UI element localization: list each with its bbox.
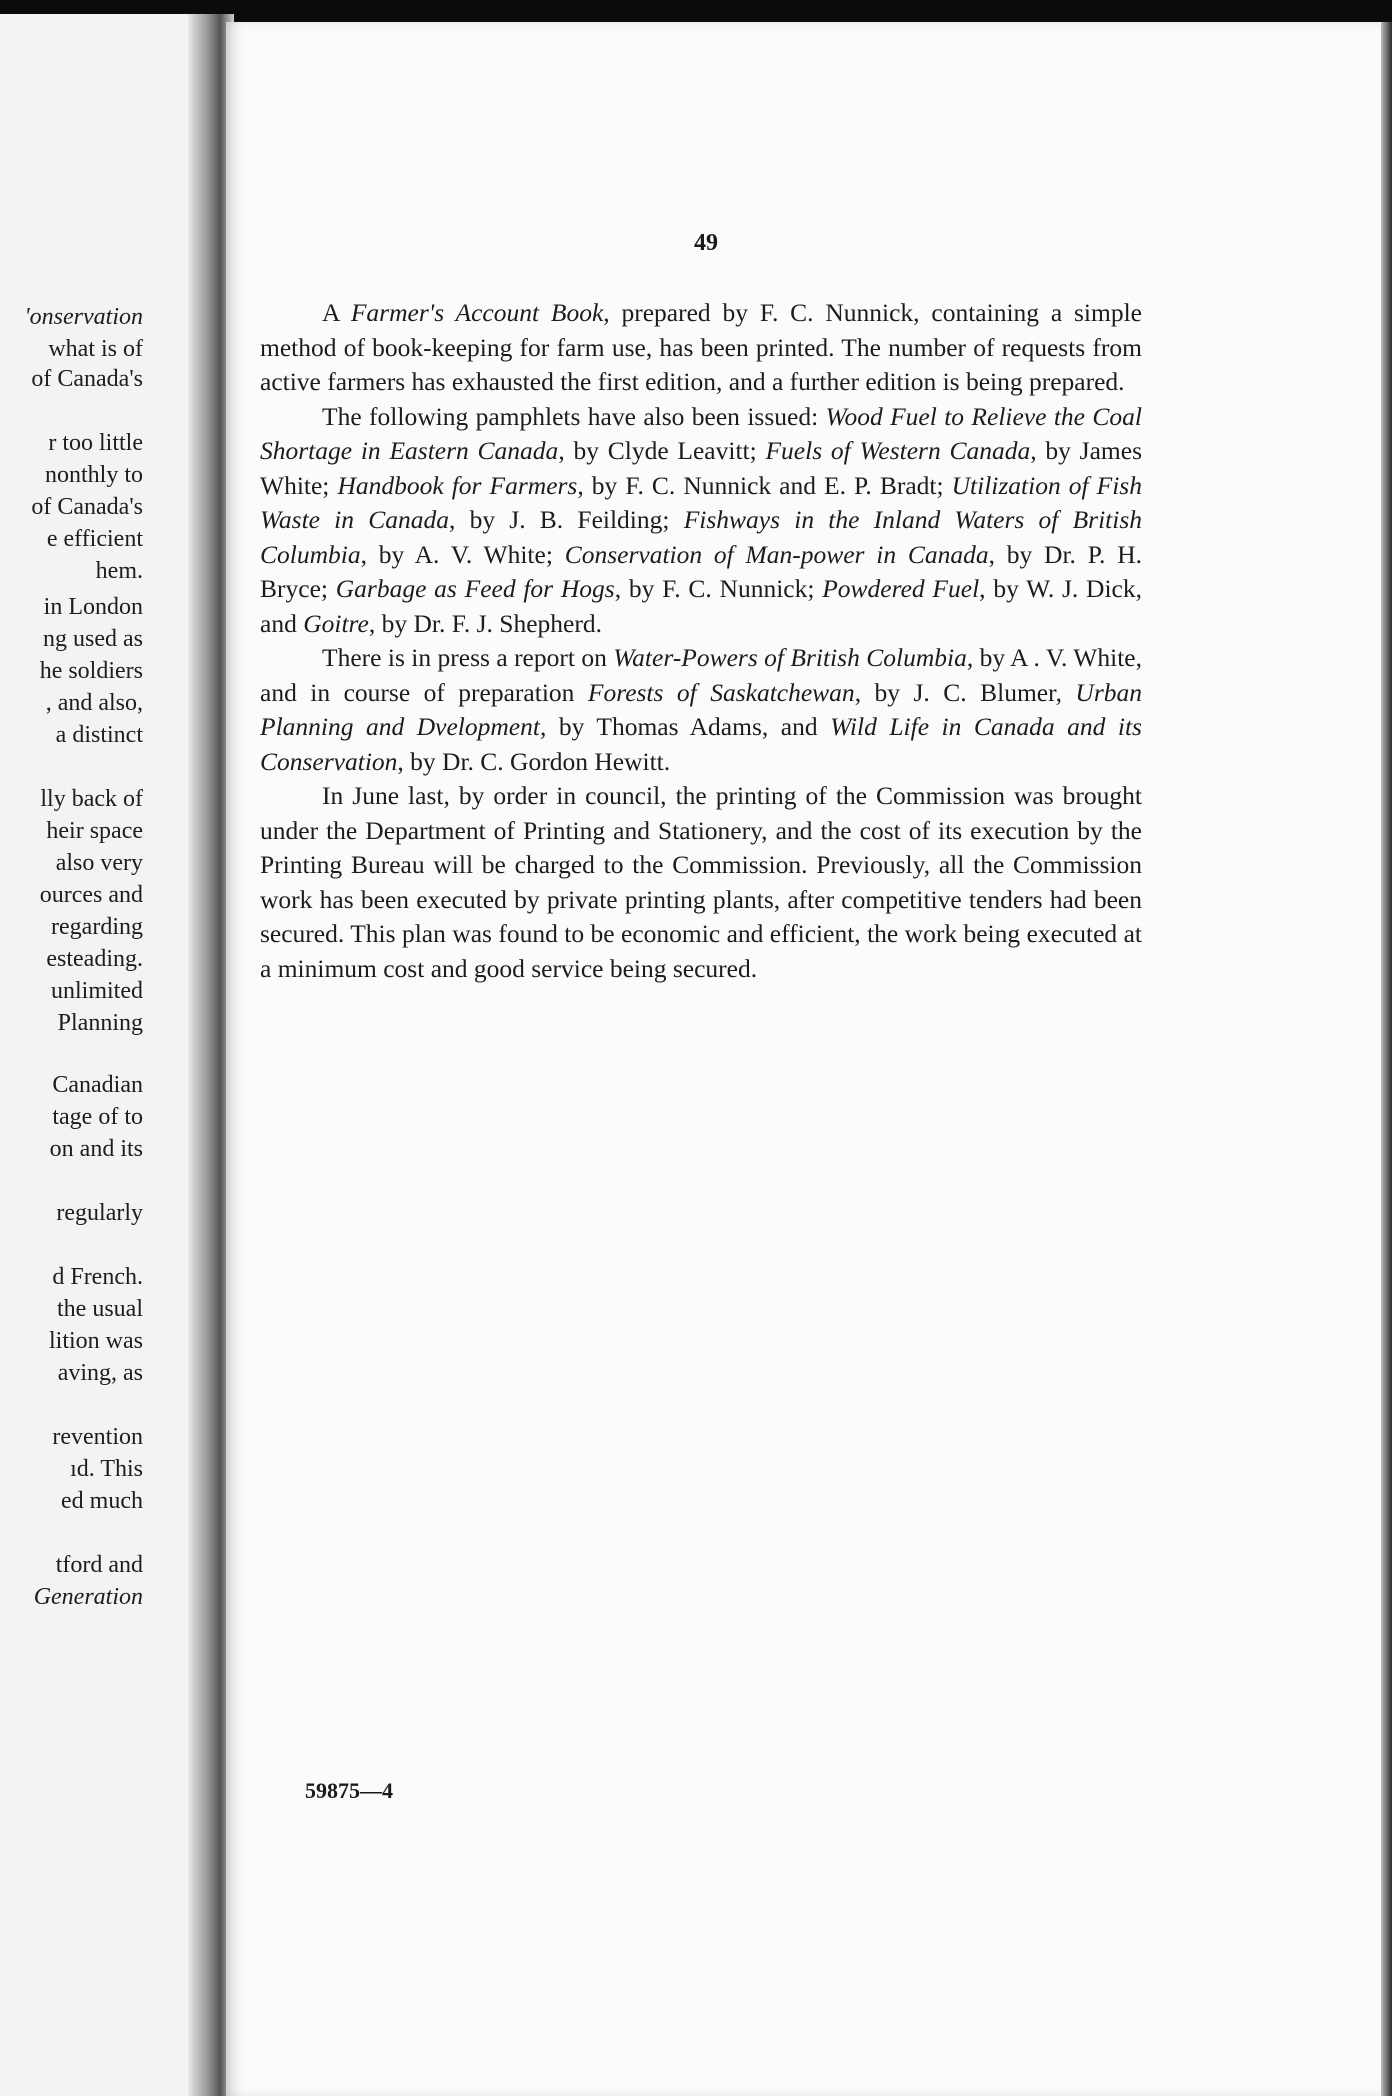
italic-title-run: Goitre bbox=[303, 608, 369, 638]
text-run: , by Dr. F. J. Shepherd. bbox=[368, 608, 602, 638]
text-run: , by F. C. Nunnick and E. P. Bradt; bbox=[577, 470, 952, 500]
footer-print-code: 59875—4 bbox=[305, 1778, 393, 1803]
left-page-line: a distinct bbox=[55, 722, 143, 748]
text-run: There is in press a report on bbox=[322, 643, 614, 672]
text-run: A bbox=[322, 298, 351, 327]
italic-title-run: Forests of Saskatchewan bbox=[587, 677, 855, 707]
left-page-line: of Canada's bbox=[31, 366, 143, 392]
left-page-line: also very bbox=[55, 850, 143, 876]
text-run: , by J. C. Blumer, bbox=[854, 677, 1076, 707]
left-page-line: d French. bbox=[52, 1264, 143, 1290]
left-page-line: e efficient bbox=[46, 526, 143, 552]
body-paragraph bbox=[260, 641, 1142, 779]
body-paragraph bbox=[260, 779, 1142, 986]
left-page-line: Planning bbox=[57, 1010, 143, 1036]
left-page-line: he soldiers bbox=[39, 658, 143, 684]
left-page-line: aving, as bbox=[57, 1360, 143, 1386]
page-body-text bbox=[260, 296, 1142, 986]
text-run: , by Dr. P. H. Bryce; bbox=[260, 539, 1142, 603]
left-page-line: esteading. bbox=[46, 946, 143, 972]
left-page-line: Canadian bbox=[52, 1072, 143, 1098]
text-run: , by A. V. White; bbox=[360, 539, 565, 569]
text-run: , by W. J. Dick, and bbox=[260, 574, 1142, 638]
left-page-line: , and also, bbox=[45, 690, 143, 716]
left-page-line: regularly bbox=[56, 1200, 143, 1226]
left-page-line: in London bbox=[43, 594, 143, 620]
left-page bbox=[0, 14, 205, 2096]
text-run: , by James White; bbox=[260, 436, 1142, 500]
left-page-line: unlimited bbox=[51, 978, 143, 1004]
italic-title-run: Garbage as Feed for Hogs bbox=[335, 574, 615, 603]
text-run: , prepared by F. C. Nunnick, containing a simple method of book-keeping for farm use, has been printed. The number of requests from active farmers has exhausted the first edition, and a further edition is being prepared. bbox=[260, 298, 1142, 396]
text-run: In June last, by order in council, the printing of the Commission was brought under the Department of Printing and Stationery, and the cost of its execution by the Printing Bureau will be charged to the Commission. Previously, all the Commission work has been executed by private printing plants, after competitive tenders had been secured. This plan was found to be economic and efficient, the work being executed at a minimum cost and good service being secured. bbox=[260, 781, 1142, 983]
left-page-line: heir space bbox=[46, 818, 143, 844]
left-page-line: 'onservation bbox=[24, 304, 143, 330]
left-page-line: ng used as bbox=[43, 626, 143, 652]
text-run: , by F. C. Nunnick; bbox=[614, 574, 823, 603]
left-page-line: on and its bbox=[49, 1136, 143, 1162]
text-run: , by Clyde Leavitt; bbox=[558, 436, 766, 465]
left-page-line: Generation bbox=[33, 1584, 143, 1610]
left-page-line: ources and bbox=[39, 882, 143, 908]
italic-title-run: Urban Planning and Dvelopment bbox=[260, 677, 1143, 741]
italic-title-run: Wood Fuel to Relieve the Coal Shortage in Eastern Canada bbox=[260, 401, 1142, 465]
text-run: , by J. B. Feilding; bbox=[449, 505, 684, 534]
left-page-line: lly back of bbox=[40, 786, 143, 812]
text-run: The following pamphlets have also been issued: bbox=[322, 401, 826, 431]
body-paragraph bbox=[260, 296, 1142, 400]
italic-title-run: Powdered Fuel bbox=[822, 574, 980, 603]
italic-title-run: Farmer's Account Book bbox=[350, 298, 604, 327]
text-run: , by A . V. White, and in course of preparation bbox=[260, 643, 1142, 707]
text-run: , by Dr. C. Gordon Hewitt. bbox=[397, 746, 671, 776]
page-edge-shadow bbox=[1381, 22, 1392, 2096]
italic-title-run: Fuels of Western Canada bbox=[765, 436, 1031, 465]
left-page-line: nonthly to bbox=[44, 462, 143, 488]
left-page-line: revention bbox=[52, 1424, 143, 1450]
italic-title-run: Utilization of Fish Waste in Canada bbox=[260, 470, 1142, 534]
left-page-line: regarding bbox=[51, 914, 143, 940]
italic-title-run: Wild Life in Canada and its Conservation bbox=[260, 712, 1142, 776]
left-page-line: ıd. This bbox=[70, 1456, 143, 1482]
left-page-line: tage of to bbox=[52, 1104, 143, 1130]
left-page-line: of Canada's bbox=[31, 494, 143, 520]
left-page-line: r too little bbox=[48, 430, 143, 456]
italic-title-run: Conservation of Man-power in Canada bbox=[564, 539, 989, 569]
italic-title-run: Water-Powers of British Columbia bbox=[613, 643, 967, 672]
left-page-line: what is of bbox=[48, 336, 143, 362]
italic-title-run: Fishways in the Inland Waters of British Columbia bbox=[260, 505, 1142, 569]
left-page-line: lition was bbox=[49, 1328, 143, 1354]
left-page-line: ed much bbox=[61, 1488, 143, 1514]
left-page-line: the usual bbox=[57, 1296, 143, 1322]
italic-title-run: Handbook for Farmers bbox=[337, 470, 578, 500]
text-run: , by Thomas Adams, and bbox=[539, 712, 831, 741]
left-page-line: hem. bbox=[95, 558, 143, 584]
page-number: 49 bbox=[694, 230, 718, 256]
body-paragraph bbox=[260, 400, 1142, 642]
left-page-line: tford and bbox=[55, 1552, 143, 1578]
